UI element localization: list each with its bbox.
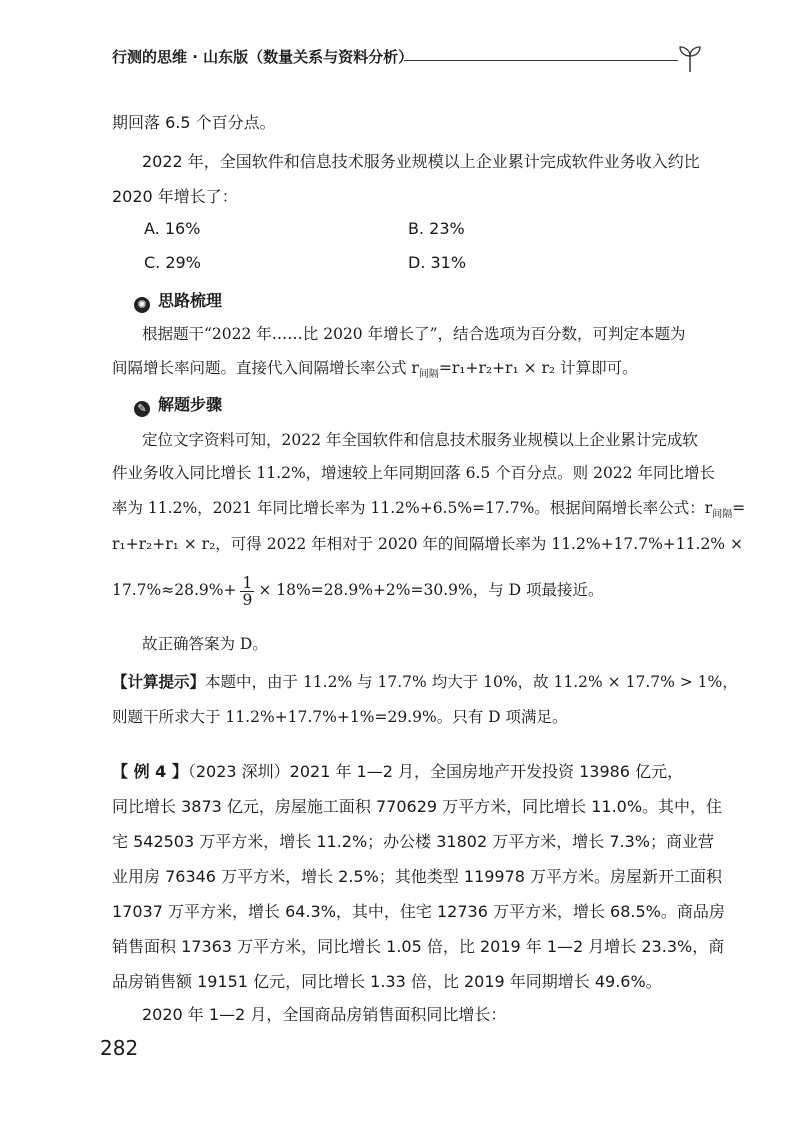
question-line: 2020 年 1—2 月，全国商品房销售面积同比增长： [142,1005,507,1024]
example-line: 17037 万平方米，增长 64.3%，其中，住宅 12736 万平方米，增长 68.5%。商品房 [112,902,725,921]
text-line: 率为 11.2%，2021 年同比增长率为 11.2%+6.5%=17.7%。根据间隔增长率公式：$r_{间隔}=$ [112,499,746,521]
question-line: 2020 年增长了： [112,187,238,206]
fraction: $\frac{1}{9}$ [242,573,253,609]
section-heading-thinking [134,288,222,313]
text-line: r₁+r₂+r₁ × r₂，可得 2022 年相对于 2020 年的间隔增长率为 11.2%+17.7%+11.2% × [112,535,743,553]
example-line: 同比增长 3873 亿元，房屋施工面积 770629 万平方米，同比增长 11.0%。其中，住 [112,797,723,816]
running-header [112,44,712,74]
section-title: 解题步骤 [158,395,223,414]
calc-tip-line: 则题干所求大于 11.2%+17.7%+1%=29.9%。只有 D 项满足。 [112,708,568,726]
calc-tip-line: 【计算提示】本题中，由于 11.2% 与 17.7% 均大于 10%，故 11.2% × 17.7% > 1%， [112,672,738,691]
text-line: 期回落 6.5 个百分点。 [112,113,276,132]
example-line: 宅 542503 万平方米，增长 11.2%；办公楼 31802 万平方米，增长 7.3%；商业营 [112,832,714,851]
text-line: 根据题干“2022 年……比 2020 年增长了”，结合选项为百分数，可判定本题为 [142,325,686,343]
example-line: 【 例 4 】（2023 深圳）2021 年 1—2 月，全国房地产开发投资 13986 亿元， [112,762,684,781]
example-line: 销售面积 17363 万平方米，同比增长 1.05 倍，比 2019 年 1—2 月增长 23.3%，商 [112,937,725,956]
text-line: 定位文字资料可知，2022 年全国软件和信息技术服务业规模以上企业累计完成软 [142,431,698,449]
example-label: 【 例 4 】 [112,762,188,781]
question-line: 2022 年，全国软件和信息技术服务业规模以上企业累计完成软件业务收入约比 [142,152,700,171]
option-a: A. 16% [144,219,201,238]
header-title: 行测的思维 · 山东版（数量关系与资料分析） [112,48,414,66]
example-line: 品房销售额 19151 亿元，同比增长 1.33 倍，比 2019 年同期增长 49.6%。 [112,972,662,991]
sprout-icon [676,44,704,74]
page-number: 282 [100,1036,139,1060]
lightbulb-icon: ✺ [134,297,150,313]
answer-line: 故正确答案为 D。 [142,635,268,653]
option-c: C. 29% [144,253,201,272]
option-b: B. 23% [408,219,465,238]
example-line: 业用房 76346 万平方米，增长 2.5%；其他类型 119978 万平方米。房屋新开工面积 [112,867,723,886]
pen-icon: ✎ [134,401,150,417]
text-line: 件业务收入同比增长 11.2%，增速较上年同期回落 6.5 个百分点。则 2022 年同比增长 [112,464,715,482]
header-rule [404,60,678,61]
text-line: 间隔增长率问题。直接代入间隔增长率公式 $r_{间隔}=r_1+r_2+r_1 \times r_2$ 计算即可。 [112,359,638,381]
section-title: 思路梳理 [158,291,223,310]
calc-tip-label: 【计算提示】 [112,672,206,691]
section-heading-steps [134,392,222,417]
option-d: D. 31% [408,253,467,272]
text-line: 17.7%≈28.9%+ $\frac{1}{9}$ × 18%=28.9%+2%=30.9%，与 D 项最接近。 [112,573,604,609]
